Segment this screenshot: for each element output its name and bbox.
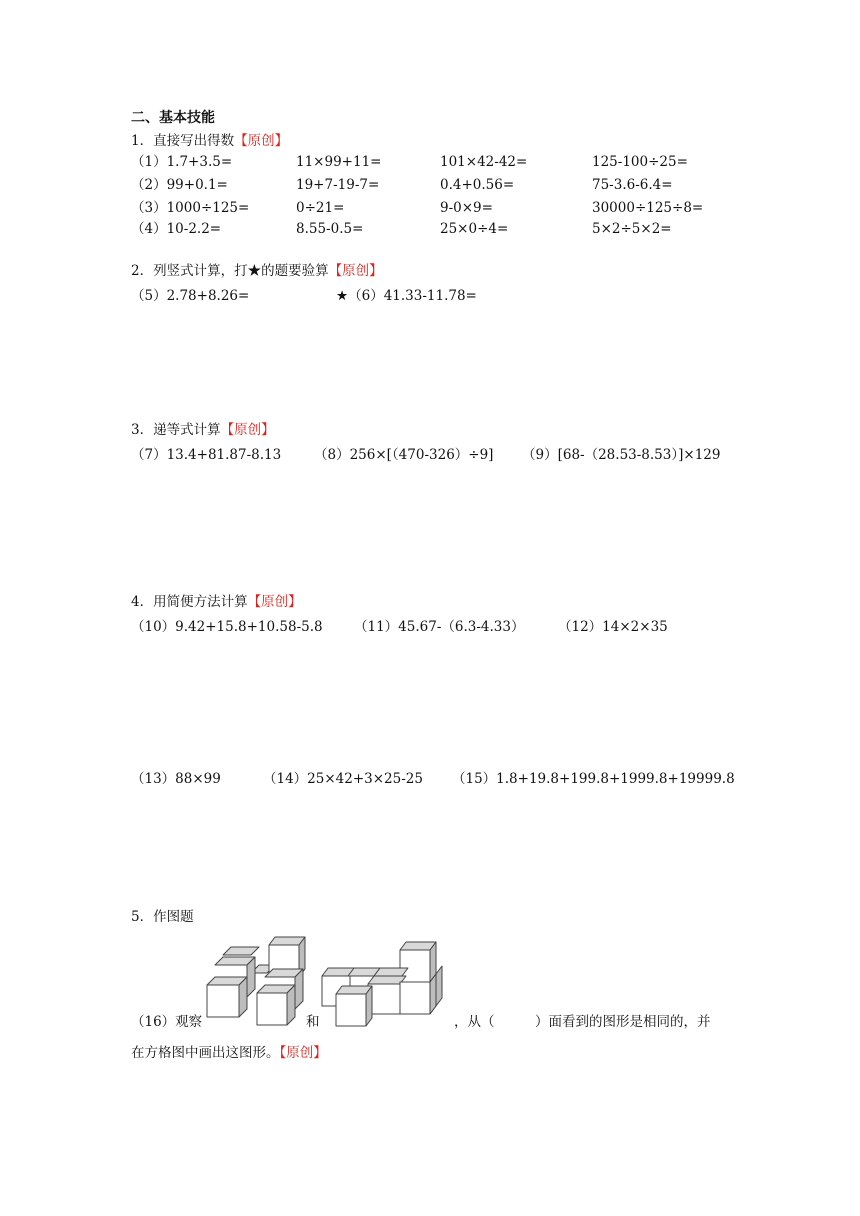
q2-item-5: （5）2.78+8.26= bbox=[131, 288, 250, 304]
cube-front bbox=[336, 994, 366, 1026]
q2-item-6: ★（6）41.33-11.78= bbox=[336, 288, 477, 304]
q4-item-10: （10）9.42+15.8+10.58-5.8 bbox=[131, 619, 323, 635]
q1-cell: （1）1.7+3.5= bbox=[131, 154, 233, 170]
cube-figure-left bbox=[203, 933, 308, 1028]
q5-line1-suffix: ，从（ ）面看到的图形是相同的，并 bbox=[454, 1014, 711, 1030]
cube-front bbox=[207, 985, 239, 1017]
q5-line1-and: 和 bbox=[306, 1014, 320, 1030]
q3-title-text: 3．递等式计算 bbox=[131, 422, 221, 438]
q1-cell: 8.55-0.5= bbox=[296, 221, 364, 237]
q1-cell: （3）1000÷125= bbox=[131, 200, 250, 216]
original-tag: 【原创】 bbox=[234, 133, 289, 149]
q1-cell: 0.4+0.56= bbox=[440, 177, 515, 193]
q1-title-text: 1．直接写出得数 bbox=[131, 133, 235, 149]
q3-item-9: （9）[68-（28.53-8.53）]×129 bbox=[522, 447, 721, 463]
q1-cell: 11×99+11= bbox=[296, 154, 382, 170]
original-tag: 【原创】 bbox=[220, 422, 275, 438]
original-tag: 【原创】 bbox=[279, 1045, 327, 1061]
q5-line2-text: 在方格图中画出这图形。 bbox=[131, 1045, 280, 1061]
q1-cell: 9-0×9= bbox=[440, 200, 493, 216]
q4-title-text: 4．用简便方法计算 bbox=[131, 594, 248, 610]
section-title: 二、基本技能 bbox=[131, 110, 215, 126]
q1-cell: 75-3.6-6.4= bbox=[592, 177, 673, 193]
q4-item-11: （11）45.67-（6.3-4.33） bbox=[354, 619, 525, 635]
q5-title: 5．作图题 bbox=[131, 909, 194, 925]
cube-top bbox=[223, 947, 259, 955]
q1-title bbox=[131, 132, 288, 150]
cube-front bbox=[257, 993, 287, 1025]
original-tag: 【原创】 bbox=[247, 594, 302, 610]
q1-cell: 19+7-19-7= bbox=[296, 177, 380, 193]
q4-title bbox=[131, 593, 302, 611]
q2-title bbox=[131, 262, 383, 280]
q1-cell: 25×0÷4= bbox=[440, 221, 509, 237]
q3-item-8: （8）256×[（470-326）÷9] bbox=[314, 447, 494, 463]
original-tag: 【原创】 bbox=[328, 263, 383, 279]
cube-side bbox=[430, 974, 436, 1014]
q4-item-15: （15）1.8+19.8+199.8+1999.8+19999.8 bbox=[452, 771, 735, 787]
q1-cell: 30000÷125÷8= bbox=[592, 200, 704, 216]
cube-top bbox=[374, 968, 408, 976]
q4-item-14: （14）25×42+3×25-25 bbox=[263, 771, 423, 787]
q1-cell: 0÷21= bbox=[296, 200, 345, 216]
q5-line2 bbox=[131, 1044, 327, 1062]
q3-item-7: （7）13.4+81.87-8.13 bbox=[131, 447, 282, 463]
q1-cell: （4）10-2.2= bbox=[131, 221, 222, 237]
q1-cell: 125-100÷25= bbox=[592, 154, 688, 170]
cube-front bbox=[400, 982, 430, 1014]
q2-title-text: 2．列竖式计算，打★的题要验算 bbox=[131, 263, 329, 279]
q1-cell: （2）99+0.1= bbox=[131, 177, 228, 193]
cube-figure-right bbox=[318, 938, 448, 1030]
q5-line1-prefix: （16）观察 bbox=[131, 1014, 203, 1030]
q1-cell: 101×42-42= bbox=[440, 154, 528, 170]
cube-side bbox=[366, 986, 372, 1026]
cube-front bbox=[368, 984, 400, 1014]
q1-cell: 5×2÷5×2= bbox=[592, 221, 672, 237]
q4-item-13: （13）88×99 bbox=[131, 771, 221, 787]
q3-title bbox=[131, 421, 275, 439]
q4-item-12: （12）14×2×35 bbox=[558, 619, 668, 635]
